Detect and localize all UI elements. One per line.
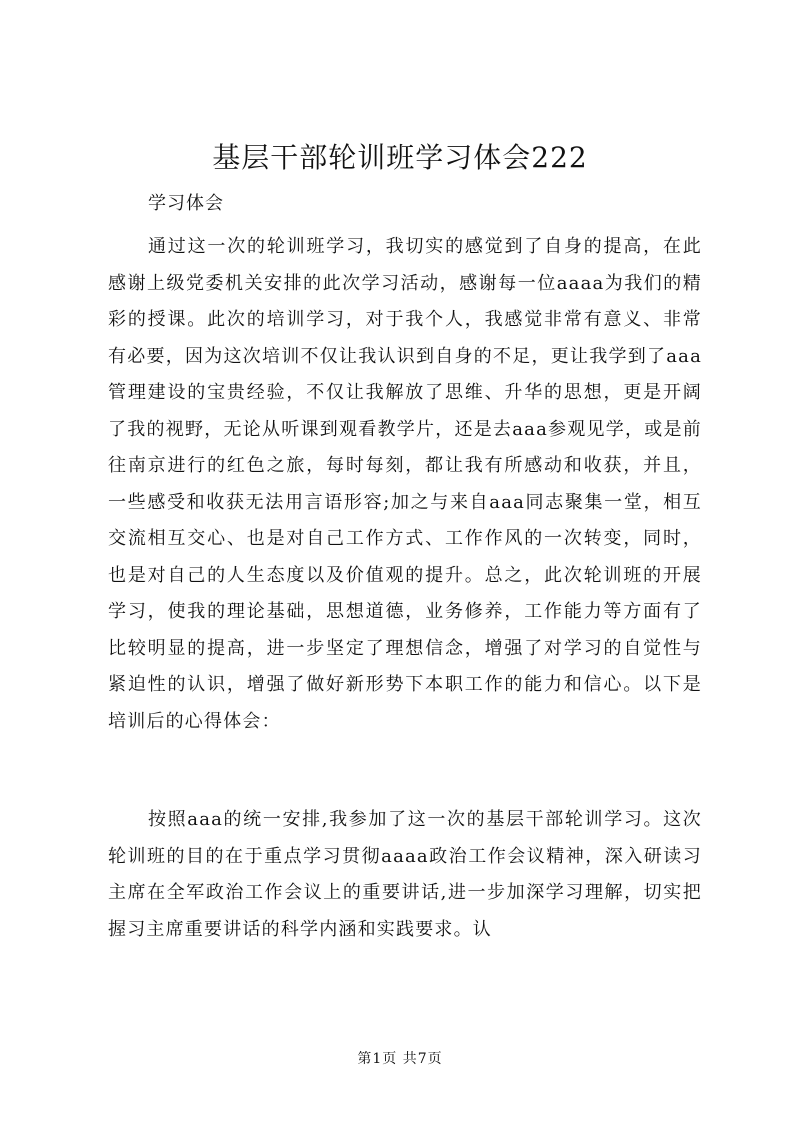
body-paragraph-2: 按照aaa的统一安排,我参加了这一次的基层干部轮训学习。这次轮训班的目的在于重点学习贯彻aaaa政治工作会议精神，深入研读习主席在全军政治工作会议上的重要讲话,进一步加深学习理解，切实把握习主席重要讲话的科学内涵和实践要求。认: [108, 809, 702, 940]
document-title: 基层干部轮训班学习体会222: [212, 141, 588, 174]
section-subheading: 学习体会: [148, 193, 224, 214]
page-number-footer: 第1页 共7页: [357, 1051, 443, 1067]
body-paragraph-1: 通过这一次的轮训班学习，我切实的感觉到了自身的提高，在此感谢上级党委机关安排的此次学习活动，感谢每一位aaaa为我们的精彩的授课。此次的培训学习，对于我个人，我感觉非常有意义、非常有必要，因为这次培训不仅让我认识到自身的不足，更让我学到了aaa管理建设的宝贵经验，不仅让我解放了思维、升华的思想，更是开阔了我的视野，无论从听课到观看教学片，还是去aaa参观见学，或是前往南京进行的红色之旅，每时每刻，都让我有所感动和收获，并且，一些感受和收获无法用言语形容;加之与来自aaa同志聚集一堂，相互交流相互交心、也是对自己工作方式、工作作风的一次转变，同时，也是对自己的人生态度以及价值观的提升。总之，此次轮训班的开展学习，使我的理论基础，思想道德，业务修养，工作能力等方面有了比较明显的提高，进一步坚定了理想信念，增强了对学习的自觉性与紧迫性的认识，增强了做好新形势下本职工作的能力和信心。以下是培训后的心得体会：: [108, 236, 702, 732]
